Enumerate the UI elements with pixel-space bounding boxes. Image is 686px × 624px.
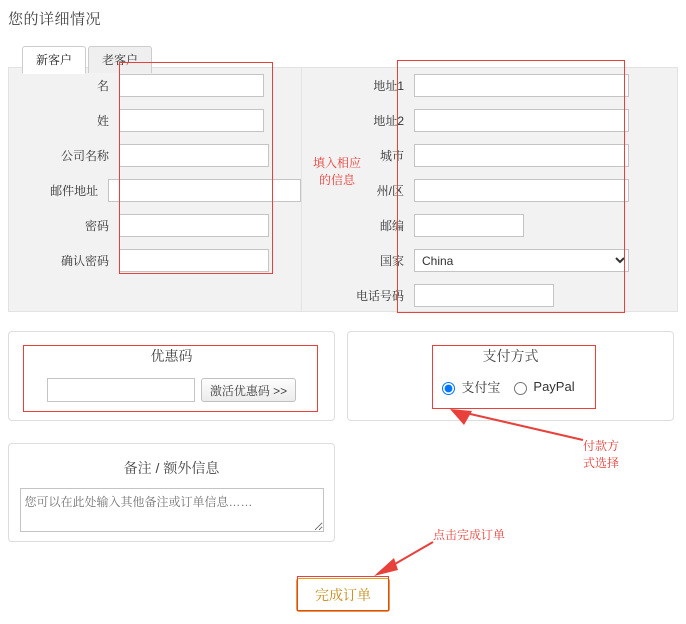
password-input[interactable]	[119, 214, 269, 237]
field-row-country	[302, 243, 677, 278]
field-row-zip	[302, 208, 677, 243]
payment-options	[348, 377, 673, 396]
field-row-company-name	[9, 138, 301, 173]
email-address-input[interactable]	[108, 179, 301, 202]
label-first-name: 名	[96, 79, 109, 93]
payment-label-alipay[interactable]: 支付宝	[461, 380, 501, 395]
phone-number-input[interactable]	[414, 284, 554, 307]
first-name-input[interactable]	[119, 74, 264, 97]
details-form-panel	[8, 67, 678, 312]
state-region-input[interactable]	[414, 179, 629, 202]
coupon-code-input[interactable]	[47, 378, 195, 402]
field-row-password	[9, 208, 301, 243]
label-email-address: 邮件地址	[50, 184, 99, 198]
arrow-to-submit	[368, 536, 438, 578]
field-row-phone	[302, 278, 677, 313]
label-company-name: 公司名称	[60, 149, 109, 163]
payment-method-note-line-1: 付款方	[583, 439, 620, 453]
field-row-last-name	[9, 103, 301, 138]
payment-label-paypal[interactable]: PayPal	[533, 379, 575, 394]
coupon-title: 优惠码	[150, 348, 193, 364]
payment-radio-paypal[interactable]	[514, 382, 527, 395]
payment-radio-alipay[interactable]	[442, 382, 455, 395]
tab-new-customer[interactable]: 新客户	[22, 46, 86, 74]
fill-info-note	[302, 155, 372, 189]
confirm-password-input[interactable]	[119, 249, 269, 272]
city-input[interactable]	[414, 144, 629, 167]
label-last-name: 姓	[96, 114, 109, 128]
zip-code-input[interactable]	[414, 214, 524, 237]
address-line-2-input[interactable]	[414, 109, 629, 132]
label-password: 密码	[84, 219, 109, 233]
remark-card	[8, 443, 335, 542]
account-fields-column	[9, 68, 302, 311]
field-row-confirm-password	[9, 243, 301, 278]
submit-area	[0, 578, 686, 612]
fill-info-note-line-1: 填入相应	[312, 156, 361, 170]
last-name-input[interactable]	[119, 109, 264, 132]
field-row-address-2	[302, 103, 677, 138]
remark-title: 备注 / 额外信息	[123, 460, 220, 476]
complete-order-button[interactable]: 完成订单	[296, 578, 390, 612]
label-address-line-1: 地址1	[373, 79, 404, 93]
coupon-card	[8, 331, 335, 421]
label-phone-number: 电话号码	[355, 289, 404, 303]
field-row-email	[9, 173, 301, 208]
payment-method-note	[583, 438, 663, 472]
payment-title: 支付方式	[482, 348, 539, 364]
tab-returning-customer[interactable]: 老客户	[88, 46, 152, 73]
remark-textarea[interactable]	[20, 488, 324, 532]
label-address-line-2: 地址2	[373, 114, 404, 128]
apply-coupon-button[interactable]: 激活优惠码 >>	[201, 378, 296, 402]
label-zip-code: 邮编	[379, 219, 404, 233]
fill-info-note-line-2: 的信息	[318, 173, 355, 187]
label-city: 城市	[379, 149, 404, 163]
page-title: 您的详细情况	[8, 11, 102, 28]
address-line-1-input[interactable]	[414, 74, 629, 97]
country-select[interactable]	[414, 249, 629, 272]
label-state-region: 州/区	[376, 184, 404, 198]
field-row-address-1	[302, 68, 677, 103]
payment-method-note-line-2: 式选择	[583, 456, 620, 470]
customer-type-tabs	[22, 45, 686, 67]
label-country: 国家	[379, 254, 404, 268]
company-name-input[interactable]	[119, 144, 269, 167]
label-confirm-password: 确认密码	[60, 254, 109, 268]
payment-card	[347, 331, 674, 421]
submit-order-note	[433, 527, 505, 544]
coupon-row	[9, 378, 334, 402]
submit-order-note-text: 点击完成订单	[433, 528, 506, 542]
address-fields-column	[302, 68, 677, 311]
